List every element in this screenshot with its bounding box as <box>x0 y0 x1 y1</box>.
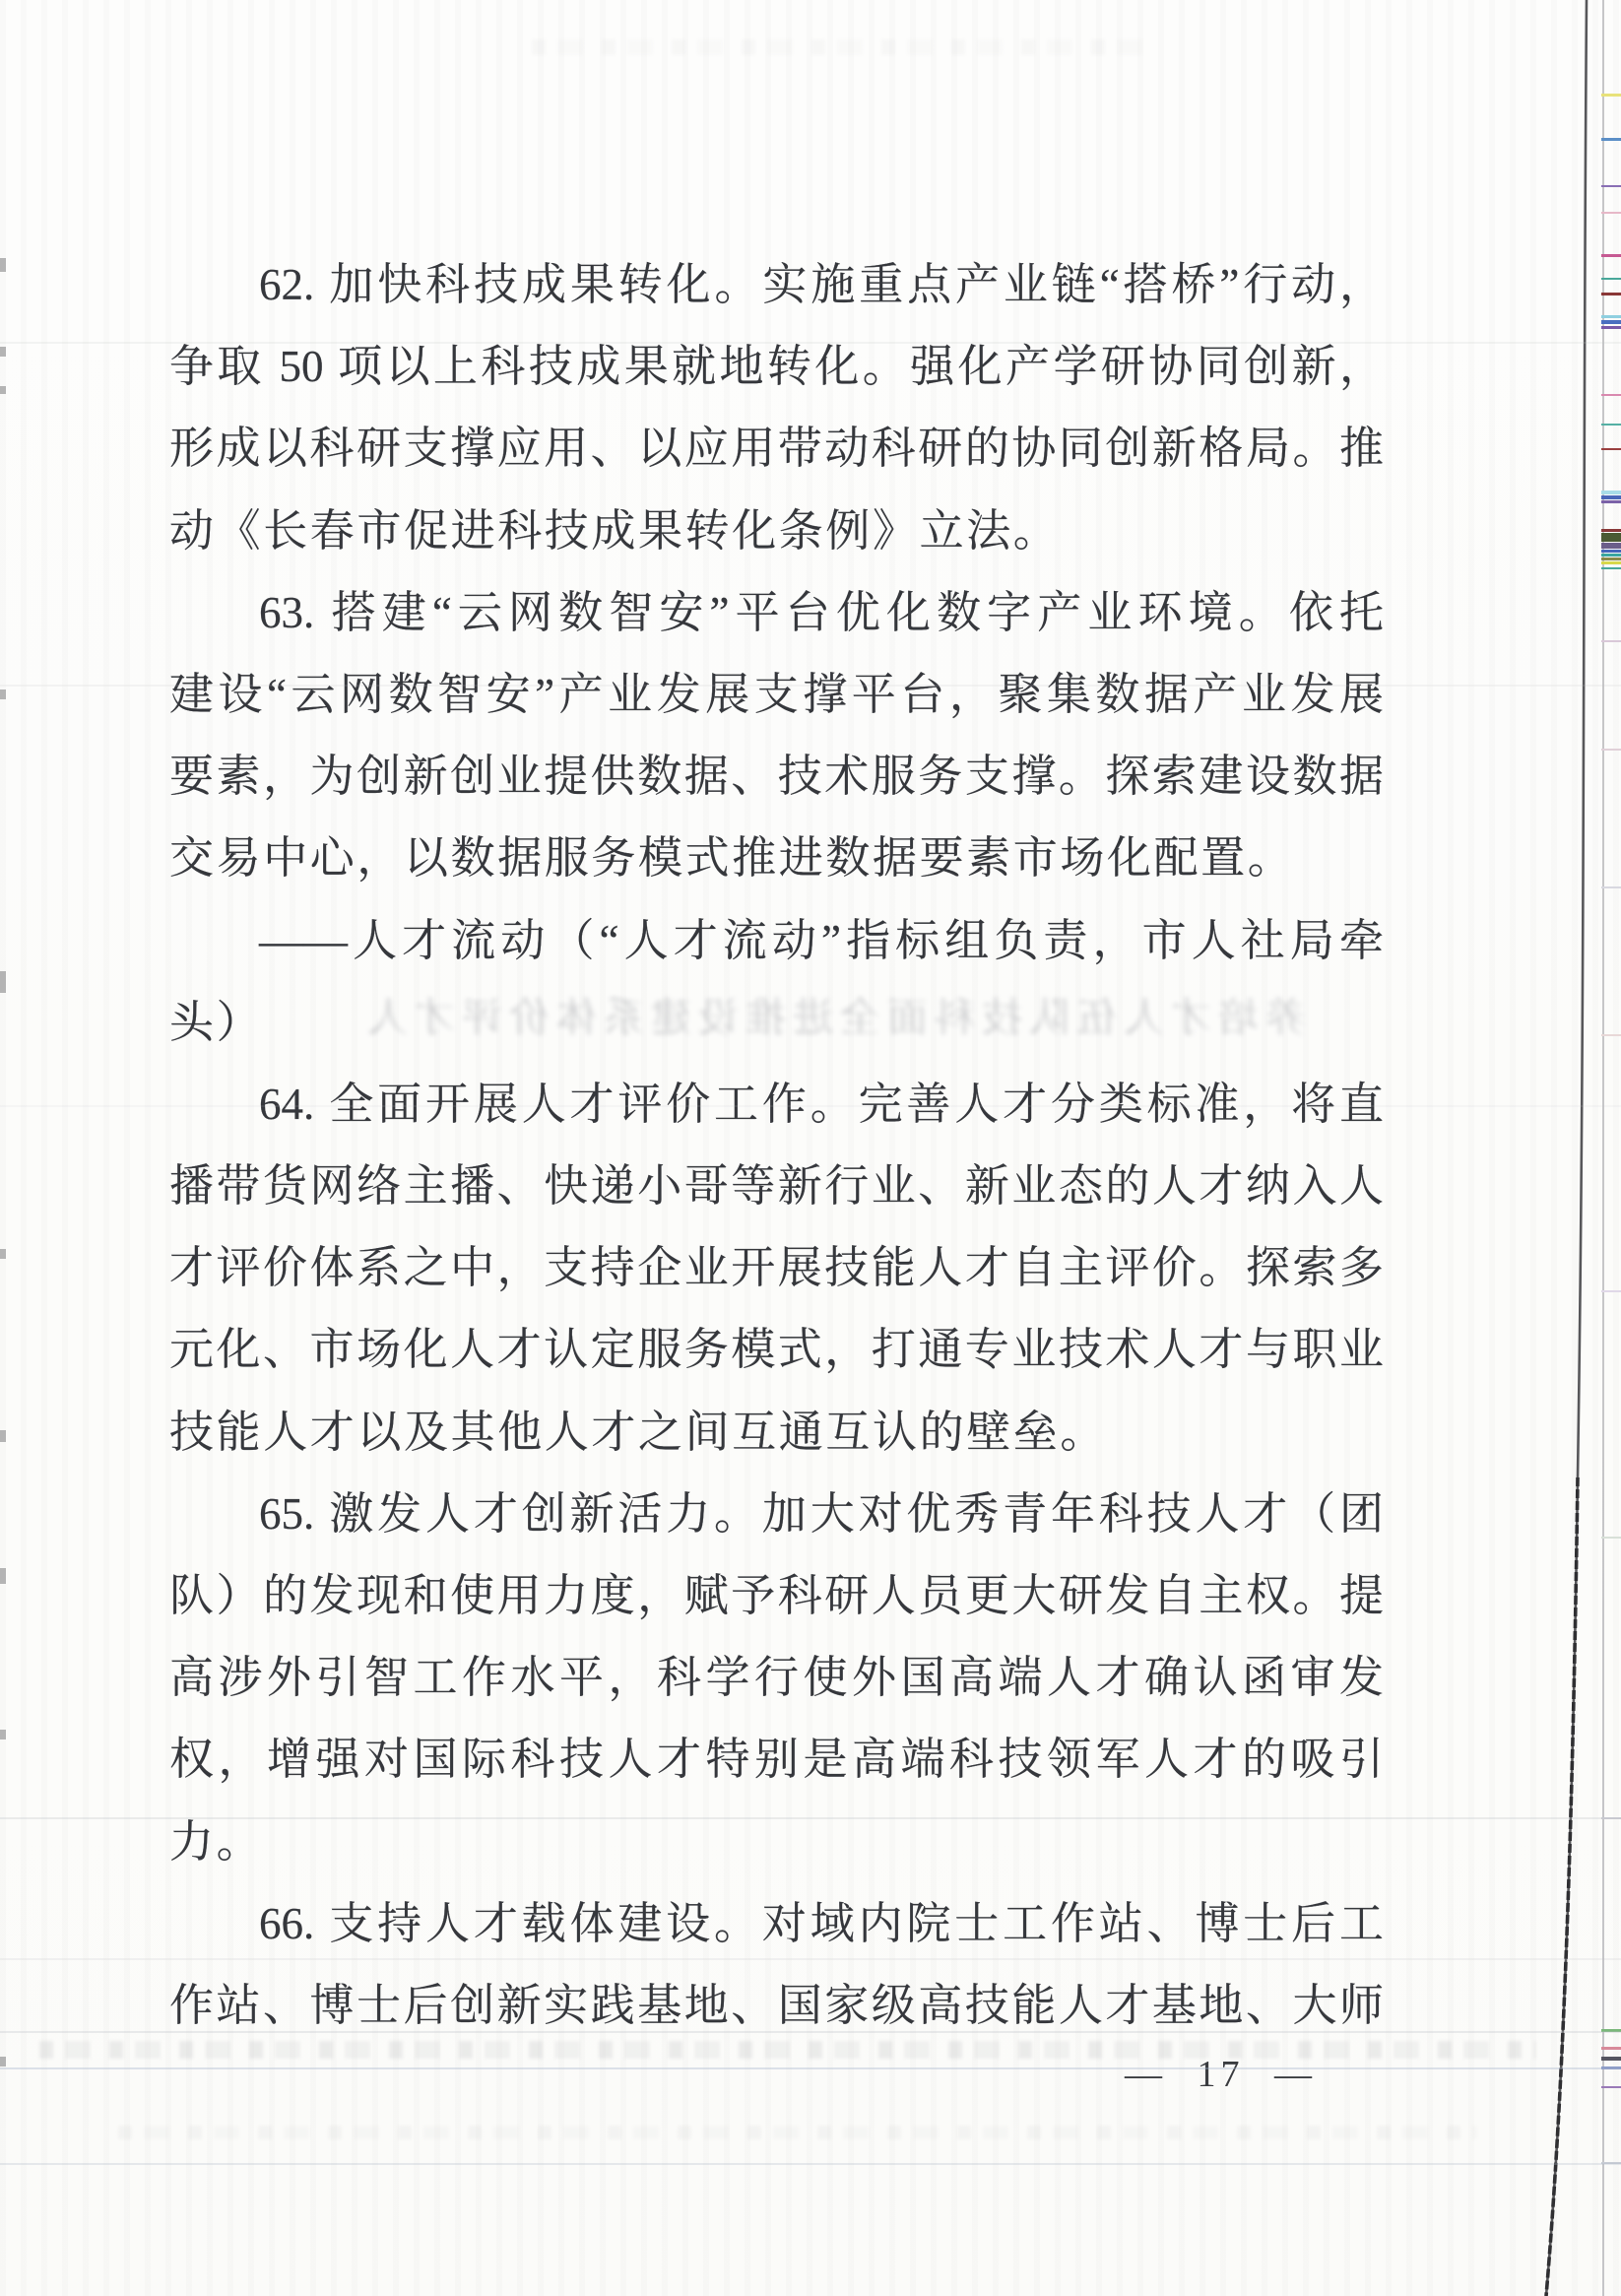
scan-noise-streak <box>1601 2162 1621 2164</box>
text-line: 力。 <box>169 1816 264 1867</box>
scan-noise-streak <box>1601 2066 1621 2069</box>
scan-noise-streak <box>1601 561 1621 564</box>
edge-mark <box>0 1430 6 1442</box>
text-line: 元化、市场化人才认定服务模式，打通专业技术人才与职业 <box>169 1325 1384 1375</box>
scan-noise-streak <box>1601 529 1621 532</box>
scan-noise-streak <box>1601 278 1621 280</box>
text-line: ——人才流动（“人才流动”指标组负责，市人社局牵 <box>259 915 1384 965</box>
scan-noise-streak <box>1601 448 1621 450</box>
text-line: 作站、博士后创新实践基地、国家级高技能人才基地、大师 <box>169 1980 1384 2030</box>
scan-noise-streak <box>1601 2047 1621 2050</box>
scan-noise-streak <box>1601 500 1621 503</box>
edge-mark <box>0 2057 6 2066</box>
text-line: 动《长春市促进科技成果转化条例》立法。 <box>169 505 1061 556</box>
scan-noise-streak <box>1601 320 1621 324</box>
text-line: 65. 激发人才创新活力。加大对优秀青年科技人才（团 <box>259 1488 1384 1539</box>
smudge-band <box>118 2126 1477 2139</box>
scan-noise-streak <box>1601 254 1621 257</box>
text-line: 队）的发现和使用力度，赋予科研人员更大研发自主权。提 <box>169 1571 1384 1620</box>
text-line: 争取 50 项以上科技成果就地转化。强化产学研协同创新， <box>169 342 1384 392</box>
edge-mark <box>0 1568 6 1584</box>
text-line: 权，增强对国际科技人才特别是高端科技领军人才的吸引 <box>169 1735 1384 1785</box>
bleed-through-text-artifact: 养培才人伍队技科面全进推设建系体价评才人 <box>360 995 1306 1040</box>
text-line: 播带货网络主播、快递小哥等新行业、新业态的人才纳入人 <box>169 1161 1384 1212</box>
edge-mark <box>0 386 6 394</box>
text-line: 交易中心，以数据服务模式推进数据要素市场化配置。 <box>169 833 1295 884</box>
edge-mark <box>0 1249 6 1259</box>
scan-noise-streak <box>1601 886 1621 888</box>
text-line: 63. 搭建“云网数智安”平台优化数字产业环境。依托 <box>259 587 1384 637</box>
document-body <box>169 244 1384 2047</box>
scan-noise-streak <box>1601 543 1621 549</box>
text-line: 才评价体系之中，支持企业开展技能人才自主评价。探索多 <box>169 1243 1384 1293</box>
scan-band <box>0 2163 1621 2165</box>
edge-mark <box>0 258 6 272</box>
scan-noise-streak <box>1601 491 1621 494</box>
scan-noise-streak <box>1601 326 1621 329</box>
scan-noise-streak <box>1601 1290 1621 1292</box>
text-line: 62. 加快科技成果转化。实施重点产业链“搭桥”行动， <box>259 260 1384 309</box>
text-line: 技能人才以及其他人才之间互通互认的壁垒。 <box>169 1407 1108 1457</box>
scan-noise-streak <box>1601 533 1621 542</box>
scan-noise-streak <box>1601 1034 1621 1036</box>
scan-noise-streak <box>1601 558 1621 560</box>
scan-noise-streak <box>1601 2029 1621 2032</box>
scan-noise-streak <box>1601 2086 1621 2088</box>
scan-noise-streak <box>1601 550 1621 553</box>
text-line: 66. 支持人才载体建设。对域内院士工作站、博士后工 <box>259 1898 1384 1948</box>
scan-noise-streak <box>1601 94 1621 97</box>
edge-mark <box>0 347 6 357</box>
edge-mark <box>0 971 6 993</box>
text-line: 64. 全面开展人才评价工作。完善人才分类标准，将直 <box>259 1079 1384 1129</box>
scan-band <box>0 2067 1621 2069</box>
scan-noise-streak <box>1601 495 1621 499</box>
text-line: 要素，为创新创业提供数据、技术服务支撑。探索建设数据 <box>169 752 1384 802</box>
scan-noise-streak <box>1601 1817 1621 1819</box>
scan-noise-streak <box>1601 554 1621 557</box>
scan-noise-streak <box>1601 640 1621 642</box>
edge-mark <box>0 1730 6 1739</box>
scan-noise-streak <box>1601 293 1621 295</box>
scan-noise-streak <box>1601 185 1621 187</box>
page-number: — 17 — <box>1125 2054 1317 2095</box>
text-line: 建设“云网数智安”产业发展支撑平台，聚集数据产业发展 <box>169 669 1384 719</box>
text-line: 高涉外引智工作水平，科学行使外国高端人才确认函审发 <box>169 1653 1384 1703</box>
smudge-band <box>532 39 1142 55</box>
scan-noise-streak <box>1601 567 1621 569</box>
edge-mark <box>0 689 6 699</box>
scan-noise-streak <box>1601 749 1621 751</box>
scan-noise-streak <box>1601 1537 1621 1539</box>
scan-noise-streak <box>1601 394 1621 396</box>
scan-noise-streak <box>1601 315 1621 318</box>
text-line: 形成以科研支撑应用、以应用带动科研的协同创新格局。推 <box>169 424 1384 474</box>
text-line: 头） <box>169 997 264 1047</box>
scan-noise-streak <box>1601 2057 1621 2061</box>
scan-noise-streak <box>1601 424 1621 426</box>
scan-noise-streak <box>1601 212 1621 214</box>
scan-noise-streak <box>1601 138 1621 141</box>
